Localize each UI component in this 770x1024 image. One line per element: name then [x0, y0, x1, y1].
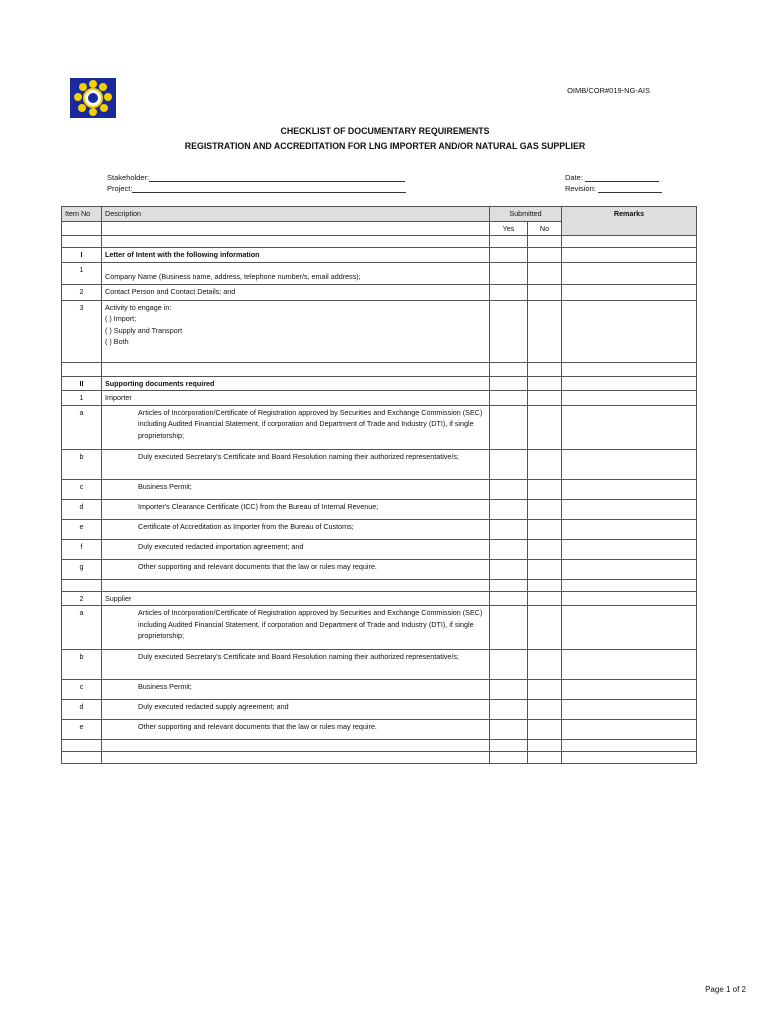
project-label: Project: — [107, 184, 133, 193]
no-cell[interactable] — [528, 606, 562, 650]
item-number: 2 — [62, 284, 102, 300]
item-letter: e — [62, 519, 102, 539]
table-row — [62, 262, 697, 284]
item-number: 3 — [62, 300, 102, 362]
remarks-cell[interactable] — [562, 559, 697, 579]
item-letter: f — [62, 539, 102, 559]
item-description: Duly executed redacted importation agreement; and — [102, 539, 490, 559]
col-remarks-header: Remarks — [562, 207, 697, 236]
remarks-cell[interactable] — [562, 499, 697, 519]
remarks-cell[interactable] — [562, 262, 697, 284]
table-row — [62, 559, 697, 579]
item-description: Duly executed Secretary's Certificate and Board Resolution naming their authorized representative/s; — [102, 449, 490, 479]
item-letter: d — [62, 700, 102, 720]
item-number: 1 — [62, 391, 102, 406]
no-cell[interactable] — [528, 449, 562, 479]
table-row — [62, 700, 697, 720]
yes-cell[interactable] — [490, 405, 528, 449]
option-supply-transport[interactable]: ( ) Supply and Transport — [105, 325, 183, 335]
table-header-row — [62, 207, 697, 222]
item-description: Importer's Clearance Certificate (ICC) from the Bureau of Internal Revenue; — [102, 499, 490, 519]
item-letter: a — [62, 405, 102, 449]
no-cell[interactable] — [528, 300, 562, 362]
table-row — [62, 752, 697, 764]
no-cell[interactable] — [528, 479, 562, 499]
section-title: Supporting documents required — [102, 376, 490, 391]
item-letter: e — [62, 720, 102, 740]
yes-cell[interactable] — [490, 559, 528, 579]
no-cell[interactable] — [528, 284, 562, 300]
table-row — [62, 376, 697, 391]
item-letter: c — [62, 680, 102, 700]
option-import[interactable]: ( ) Import; — [105, 314, 137, 323]
date-label: Date: — [565, 173, 583, 182]
item-description: Contact Person and Contact Details; and — [102, 284, 490, 300]
item-letter: a — [62, 606, 102, 650]
table-row — [62, 740, 697, 752]
table-row — [62, 499, 697, 519]
no-cell[interactable] — [528, 680, 562, 700]
item-description: Other supporting and relevant documents that the law or rules may require. — [102, 559, 490, 579]
remarks-cell[interactable] — [562, 606, 697, 650]
no-cell[interactable] — [528, 519, 562, 539]
table-row — [62, 391, 697, 406]
yes-cell[interactable] — [490, 300, 528, 362]
remarks-cell[interactable] — [562, 300, 697, 362]
yes-cell[interactable] — [490, 519, 528, 539]
remarks-cell[interactable] — [562, 650, 697, 680]
yes-cell[interactable] — [490, 479, 528, 499]
revision-field[interactable] — [565, 184, 662, 193]
requirements-table — [61, 206, 697, 764]
item-letter: g — [62, 559, 102, 579]
item-letter: b — [62, 650, 102, 680]
table-row — [62, 519, 697, 539]
group-label: Supplier — [102, 591, 490, 606]
table-row — [62, 606, 697, 650]
item-number: I — [62, 248, 102, 263]
item-description: Certificate of Accreditation as Importer from the Bureau of Customs; — [102, 519, 490, 539]
document-reference: OIMB/COR#019-NG-AIS — [567, 86, 650, 95]
item-number: 2 — [62, 591, 102, 606]
yes-cell[interactable] — [490, 720, 528, 740]
table-row — [62, 449, 697, 479]
col-description-header: Description — [102, 207, 490, 222]
table-row — [62, 248, 697, 263]
col-submitted-header: Submitted — [490, 207, 562, 222]
yes-cell[interactable] — [490, 262, 528, 284]
remarks-cell[interactable] — [562, 479, 697, 499]
table-row — [62, 236, 697, 248]
page-number: Page 1 of 2 — [705, 985, 746, 994]
no-cell[interactable] — [528, 248, 562, 263]
col-yes-header: Yes — [490, 221, 528, 236]
item-description: Articles of Incorporation/Certificate of Registration approved by Securities and Exchange Commission (SEC) including Audited Financial Statement, if corporation and Department of Trade and Industry (DTI), if single proprietorship; — [102, 405, 490, 449]
stakeholder-field[interactable] — [107, 173, 405, 182]
table-row — [62, 362, 697, 376]
option-both[interactable]: ( ) Both — [105, 337, 129, 346]
no-cell[interactable] — [528, 539, 562, 559]
yes-cell[interactable] — [490, 284, 528, 300]
item-letter: d — [62, 499, 102, 519]
yes-cell[interactable] — [490, 449, 528, 479]
no-cell[interactable] — [528, 650, 562, 680]
yes-cell[interactable] — [490, 606, 528, 650]
item-description: Other supporting and relevant documents that the law or rules may require. — [102, 720, 490, 740]
remarks-cell[interactable] — [562, 519, 697, 539]
no-cell[interactable] — [528, 720, 562, 740]
item-description: Business Permit; — [102, 680, 490, 700]
item-letter: b — [62, 449, 102, 479]
item-number: 1 — [62, 262, 102, 284]
item-description: Articles of Incorporation/Certificate of Registration approved by Securities and Exchange Commission (SEC) including Audited Financial Statement, if corporation and Department of Trade and Industry (DTI), if single proprietorship; — [102, 606, 490, 650]
activity-label: Activity to engage in: — [105, 302, 172, 312]
item-description: Business Permit; — [102, 479, 490, 499]
item-number: II — [62, 376, 102, 391]
project-field[interactable] — [107, 184, 406, 193]
table-row — [62, 300, 697, 362]
no-cell[interactable] — [528, 700, 562, 720]
no-cell[interactable] — [528, 262, 562, 284]
remarks-cell[interactable] — [562, 248, 697, 263]
table-row — [62, 591, 697, 606]
yes-cell[interactable] — [490, 539, 528, 559]
item-description: Duly executed redacted supply agreement; and — [102, 700, 490, 720]
no-cell[interactable] — [528, 499, 562, 519]
remarks-cell[interactable] — [562, 449, 697, 479]
checklist-subtitle: REGISTRATION AND ACCREDITATION FOR LNG IMPORTER AND/OR NATURAL GAS SUPPLIER — [184, 141, 586, 151]
remarks-cell[interactable] — [562, 405, 697, 449]
table-row — [62, 479, 697, 499]
table-row — [62, 680, 697, 700]
yes-cell[interactable] — [490, 680, 528, 700]
agency-logo — [70, 78, 116, 118]
col-item-header: Item No — [62, 207, 102, 222]
yes-cell[interactable] — [490, 700, 528, 720]
revision-label: Revision: — [565, 184, 596, 193]
item-description — [102, 300, 490, 362]
yes-cell[interactable] — [490, 248, 528, 263]
remarks-cell[interactable] — [562, 539, 697, 559]
yes-cell[interactable] — [490, 499, 528, 519]
remarks-cell[interactable] — [562, 680, 697, 700]
col-no-header: No — [528, 221, 562, 236]
remarks-cell[interactable] — [562, 720, 697, 740]
table-row — [62, 720, 697, 740]
table-row — [62, 405, 697, 449]
table-row — [62, 650, 697, 680]
remarks-cell[interactable] — [562, 284, 697, 300]
table-row — [62, 539, 697, 559]
no-cell[interactable] — [528, 559, 562, 579]
date-field[interactable] — [565, 173, 659, 182]
group-label: Importer — [102, 391, 490, 406]
yes-cell[interactable] — [490, 650, 528, 680]
item-description: Company Name (Business name, address, telephone number/s, email address); — [102, 262, 490, 284]
table-row — [62, 284, 697, 300]
remarks-cell[interactable] — [562, 700, 697, 720]
no-cell[interactable] — [528, 405, 562, 449]
stakeholder-label: Stakeholder: — [107, 173, 150, 182]
checklist-title: CHECKLIST OF DOCUMENTARY REQUIREMENTS — [280, 126, 490, 136]
section-title: Letter of Intent with the following information — [102, 248, 490, 263]
item-letter: c — [62, 479, 102, 499]
item-description: Duly executed Secretary's Certificate and Board Resolution naming their authorized representative/s; — [102, 650, 490, 680]
table-row — [62, 579, 697, 591]
